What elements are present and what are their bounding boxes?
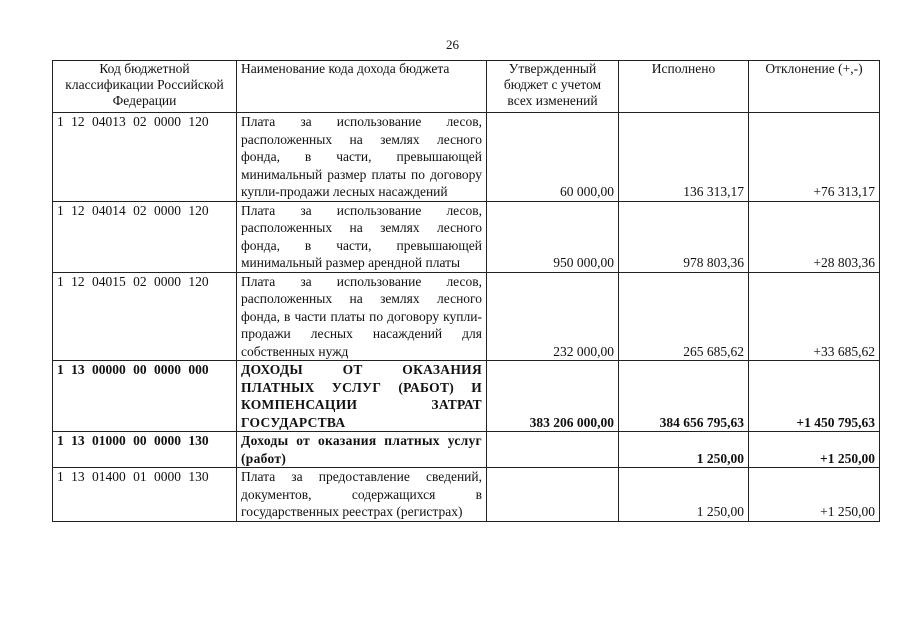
row-deviation: +33 685,62 xyxy=(749,272,880,361)
row-name: Плата за предоставление сведений, документов, содержащихся в государственных реестрах (регистрах) xyxy=(237,468,487,522)
row-deviation: +1 250,00 xyxy=(749,468,880,522)
row-deviation: +1 450 795,63 xyxy=(749,361,880,432)
header-approved: Утвержденный бюджет с учетом всех изменений xyxy=(487,61,619,113)
table-header-row xyxy=(53,61,880,113)
page-number: 26 xyxy=(446,37,459,52)
row-code: 1 13 01400 01 0000 130 xyxy=(53,468,237,522)
row-approved: 232 000,00 xyxy=(487,272,619,361)
row-deviation: +1 250,00 xyxy=(749,432,880,468)
table-row xyxy=(53,201,880,272)
row-executed: 136 313,17 xyxy=(619,113,749,202)
row-deviation: +76 313,17 xyxy=(749,113,880,202)
table-row xyxy=(53,361,880,432)
row-approved: 60 000,00 xyxy=(487,113,619,202)
row-name: Плата за использование лесов, расположенных на землях лесного фонда, в части, превышающей минимальный размер платы по договору купли-продажи лесных насаждений xyxy=(237,113,487,202)
header-deviation: Отклонение (+,-) xyxy=(749,61,880,113)
row-approved xyxy=(487,432,619,468)
row-name: Плата за использование лесов, расположенных на землях лесного фонда, в части, превышающей минимальный размер арендной платы xyxy=(237,201,487,272)
row-name: Доходы от оказания платных услуг (работ) xyxy=(237,432,487,468)
row-code: 1 12 04013 02 0000 120 xyxy=(53,113,237,202)
table-row xyxy=(53,113,880,202)
header-name: Наименование кода дохода бюджета xyxy=(237,61,487,113)
row-approved: 383 206 000,00 xyxy=(487,361,619,432)
row-executed: 384 656 795,63 xyxy=(619,361,749,432)
row-executed: 1 250,00 xyxy=(619,432,749,468)
table-row xyxy=(53,432,880,468)
row-code: 1 12 04015 02 0000 120 xyxy=(53,272,237,361)
row-name: Плата за использование лесов, расположенных на землях лесного фонда, в части платы по договору купли-продажи лесных насаждений для собственных нужд xyxy=(237,272,487,361)
table-row xyxy=(53,468,880,522)
budget-revenue-table xyxy=(52,60,880,522)
row-name: ДОХОДЫ ОТ ОКАЗАНИЯ ПЛАТНЫХ УСЛУГ (РАБОТ) И КОМПЕНСАЦИИ ЗАТРАТ ГОСУДАРСТВА xyxy=(237,361,487,432)
row-code: 1 13 01000 00 0000 130 xyxy=(53,432,237,468)
row-executed: 1 250,00 xyxy=(619,468,749,522)
header-code: Код бюджетной классификации Российской Федерации xyxy=(53,61,237,113)
row-executed: 978 803,36 xyxy=(619,201,749,272)
header-executed: Исполнено xyxy=(619,61,749,113)
row-code: 1 12 04014 02 0000 120 xyxy=(53,201,237,272)
table-row xyxy=(53,272,880,361)
row-approved xyxy=(487,468,619,522)
row-executed: 265 685,62 xyxy=(619,272,749,361)
row-code: 1 13 00000 00 0000 000 xyxy=(53,361,237,432)
row-deviation: +28 803,36 xyxy=(749,201,880,272)
row-approved: 950 000,00 xyxy=(487,201,619,272)
